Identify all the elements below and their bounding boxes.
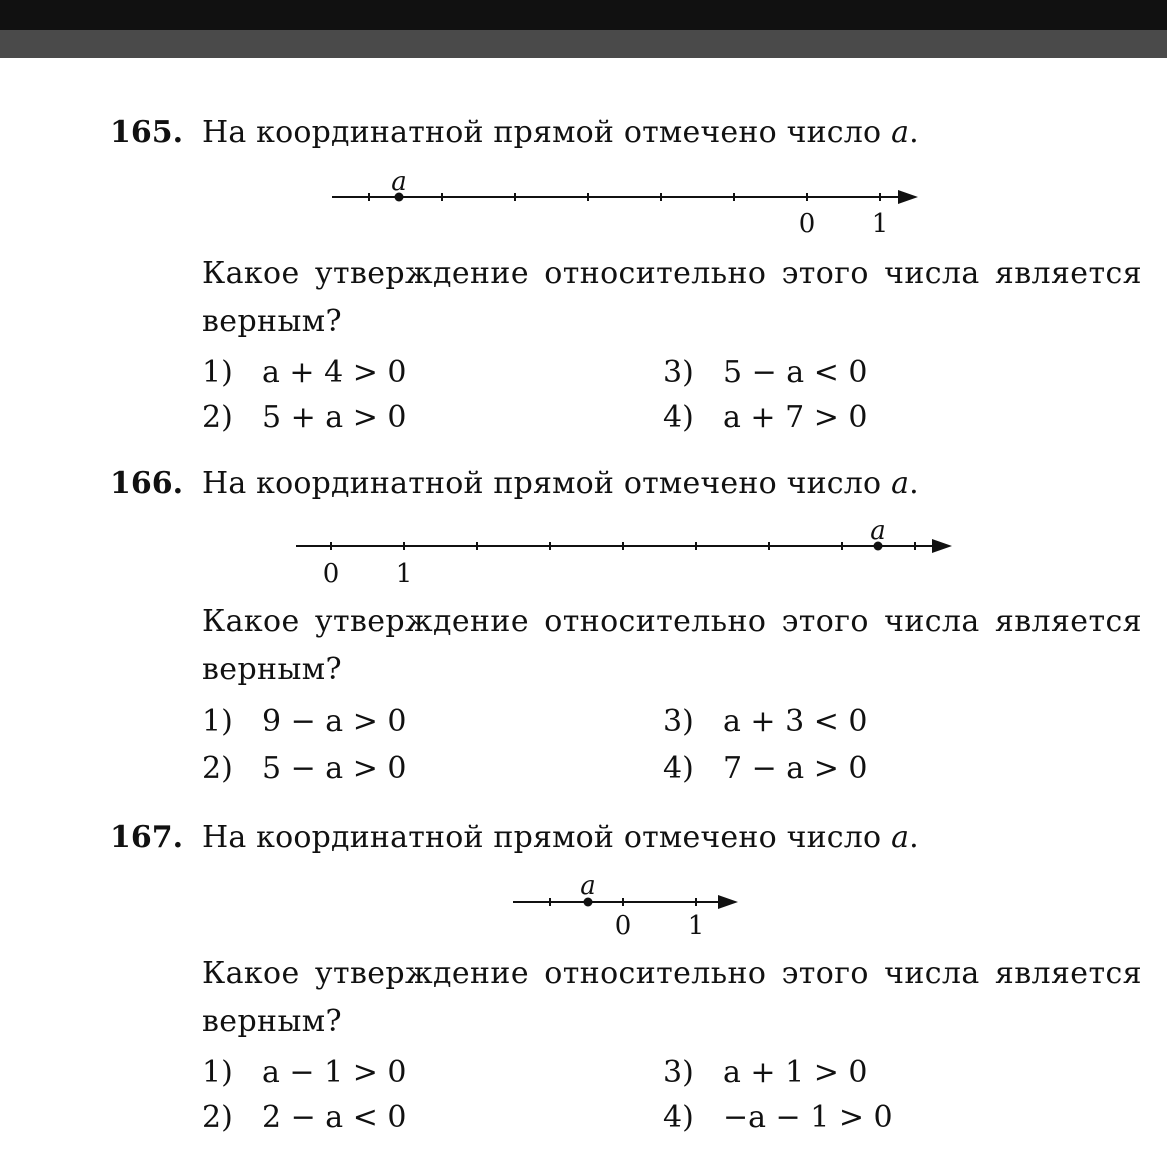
option-3: 3) 5 − a < 0 — [663, 355, 868, 390]
option-2: 2) 5 − a > 0 — [202, 751, 407, 786]
problem-number: 167. — [110, 820, 184, 855]
option-3: 3) a + 3 < 0 — [663, 704, 868, 739]
option-3: 3) a + 1 > 0 — [663, 1055, 868, 1090]
tick-one: 1 — [687, 911, 705, 941]
label-a: a — [391, 167, 407, 197]
problem-statement: На координатной прямой отмечено число a. — [202, 820, 919, 855]
problem-statement: На координатной прямой отмечено число a. — [202, 115, 919, 150]
option-4: 4) −a − 1 > 0 — [663, 1100, 893, 1135]
option-4: 4) a + 7 > 0 — [663, 400, 868, 435]
problem-statement: На координатной прямой отмечено число a. — [202, 466, 919, 501]
option-1: 1) a + 4 > 0 — [202, 355, 407, 390]
option-2: 2) 2 − a < 0 — [202, 1100, 407, 1135]
tick-zero: 0 — [322, 559, 340, 589]
tick-one: 1 — [395, 559, 413, 589]
option-4: 4) 7 − a > 0 — [663, 751, 868, 786]
problem-question: Какое утверждение относительно этого числа является верным? — [202, 604, 1142, 687]
tick-one: 1 — [871, 209, 889, 239]
option-2: 2) 5 + a > 0 — [202, 400, 407, 435]
option-1: 1) a − 1 > 0 — [202, 1055, 407, 1090]
label-a: a — [870, 516, 886, 546]
label-a: a — [580, 871, 596, 901]
option-1: 1) 9 − a > 0 — [202, 704, 407, 739]
tick-zero: 0 — [614, 911, 632, 941]
tick-zero: 0 — [798, 209, 816, 239]
problem-question: Какое утверждение относительно этого числа является верным? — [202, 956, 1142, 1039]
problem-question: Какое утверждение относительно этого числа является верным? — [202, 256, 1142, 339]
problem-number: 166. — [110, 466, 184, 501]
problem-number: 165. — [110, 115, 184, 150]
